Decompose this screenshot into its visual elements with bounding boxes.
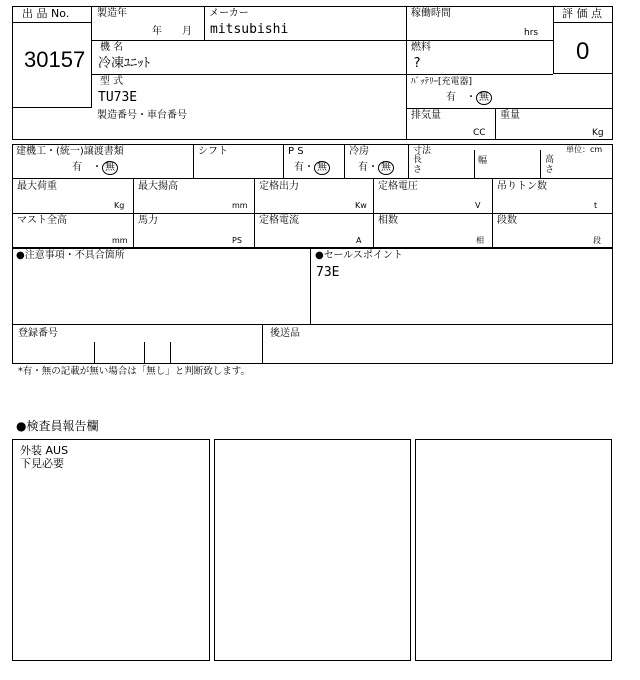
mast-height-label: マスト全高 — [17, 215, 67, 226]
notes-frame — [12, 248, 613, 364]
rated-output-unit: Kw — [355, 201, 367, 210]
lot-no-label: 出 品 No. — [22, 7, 70, 20]
rated-voltage-label: 定格電圧 — [378, 181, 418, 192]
battery-label: ﾊﾞｯﾃﾘｰ[充電器] — [411, 77, 473, 87]
model-name-value: 冷凍ﾕﾆｯﾄ — [98, 56, 151, 71]
cert-choice: 有 ・ 無 — [72, 161, 118, 175]
caution-label: ●注意事項・不具合箇所 — [16, 250, 125, 261]
model-type-label: 型 式 — [100, 76, 124, 87]
hours-unit: hrs — [524, 28, 539, 38]
stages-unit: 段 — [593, 236, 601, 245]
year-suffix: 年 月 — [152, 26, 192, 37]
footnote: *有・無の記載が無い場合は「無し」と判断致します。 — [18, 366, 250, 377]
mast-height-unit: mm — [112, 236, 128, 245]
fuel-value: ? — [413, 56, 421, 71]
sales-text: 73E — [316, 265, 340, 280]
max-lift-unit: mm — [232, 201, 248, 210]
rated-output-label: 定格出力 — [259, 181, 299, 192]
inspector-box-2 — [214, 439, 411, 661]
inspector-title: ●検査員報告欄 — [16, 419, 99, 433]
lot-no-value: 30157 — [24, 47, 86, 72]
cert-no-circled: 無 — [102, 161, 118, 175]
ac-label: 冷房 — [349, 146, 369, 157]
max-load-unit: Kg — [114, 201, 125, 210]
phase-unit: 相 — [476, 236, 484, 245]
weight-unit: Kg — [592, 128, 604, 138]
ps-yes: 有 — [294, 162, 304, 173]
max-lift-label: 最大揚高 — [138, 181, 178, 192]
displacement-unit: CC — [473, 128, 486, 138]
phase-label: 相数 — [378, 215, 398, 226]
ps-choice: 有・ 無 — [294, 161, 330, 175]
model-type-value: TU73E — [98, 90, 138, 105]
year-label: 製造年 — [97, 8, 127, 19]
horsepower-unit: PS — [232, 236, 242, 245]
model-name-label: 機 名 — [100, 42, 124, 53]
max-load-label: 最大荷重 — [17, 181, 57, 192]
post-send-label: 後送品 — [270, 328, 300, 339]
sales-label: ●セールスポイント — [315, 250, 403, 261]
ps-label: P S — [288, 146, 304, 157]
dims-unit: 単位：cm — [566, 145, 603, 154]
rated-current-unit: A — [356, 236, 362, 245]
rated-current-label: 定格電流 — [259, 215, 299, 226]
horsepower-label: 馬力 — [138, 215, 158, 226]
maker-label: メーカー — [209, 8, 249, 19]
spec-table-frame — [12, 144, 613, 248]
weight-label: 重量 — [500, 110, 520, 121]
maker-value: mitsubishi — [210, 22, 289, 37]
inspector-box-3 — [415, 439, 612, 661]
displacement-label: 排気量 — [411, 110, 441, 121]
ps-no-circled: 無 — [314, 161, 330, 175]
cert-yes: 有 — [72, 162, 82, 173]
stages-label: 段数 — [497, 215, 517, 226]
battery-choice: 有 ・ 無 — [446, 91, 492, 105]
rating-value: 0 — [576, 38, 590, 65]
ac-no-circled: 無 — [378, 161, 394, 175]
dims-label: 寸法 — [413, 146, 432, 156]
serial-label: 製造番号・車台番号 — [97, 110, 187, 121]
length-label: 長 さ — [413, 155, 423, 175]
height-label: 高 さ — [545, 155, 555, 175]
shift-label: シフト — [198, 146, 228, 157]
ac-yes: 有 — [358, 162, 368, 173]
hours-label: 稼働時間 — [411, 8, 451, 19]
inspector-box-1-text: 外装 AUS 下見必要 — [20, 444, 69, 470]
crane-ton-unit: t — [594, 201, 598, 210]
crane-ton-label: 吊りトン数 — [497, 181, 547, 192]
inspector-box-1 — [12, 439, 210, 661]
rated-voltage-unit: V — [475, 201, 481, 210]
cert-label: 建機工・(統一)譲渡書類 — [16, 146, 124, 157]
fuel-label: 燃料 — [411, 42, 431, 53]
ac-choice: 有・ 無 — [358, 161, 394, 175]
rating-label: 評 価 点 — [562, 7, 602, 20]
width-label: 幅 — [478, 156, 488, 166]
battery-yes: 有 — [446, 92, 456, 103]
battery-no-circled: 無 — [476, 91, 492, 105]
reg-no-label: 登録番号 — [18, 328, 58, 339]
